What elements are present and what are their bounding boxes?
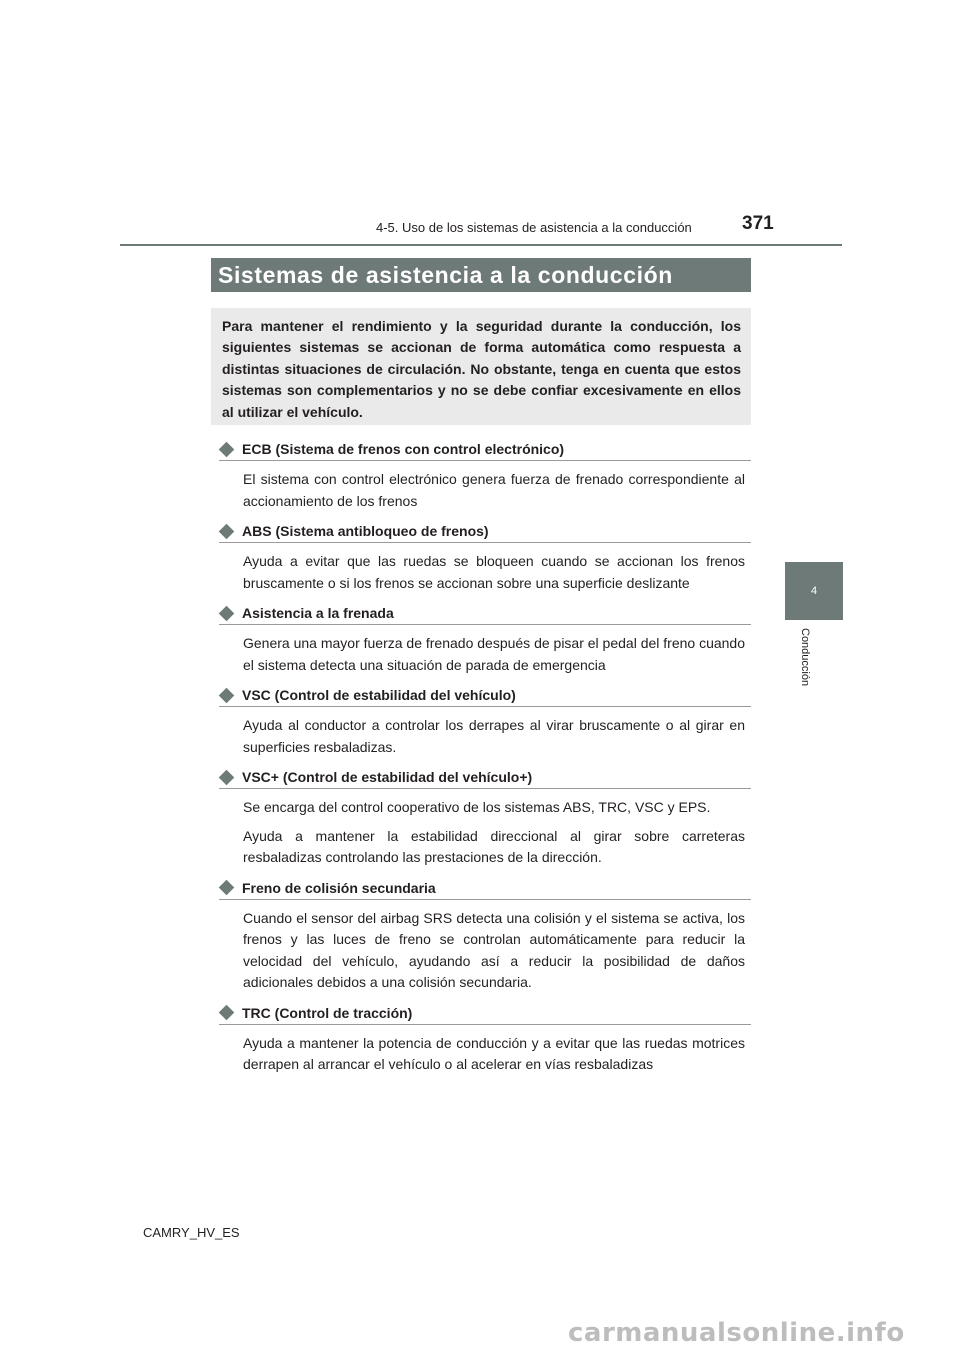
diamond-bullet-icon	[219, 523, 235, 539]
diamond-bullet-icon	[219, 769, 235, 785]
system-list	[219, 438, 751, 1084]
system-description	[219, 633, 751, 676]
header-section-title: 4-5. Uso de los sistemas de asistencia a la conducción	[376, 220, 692, 235]
description-paragraph: Ayuda a evitar que las ruedas se bloqueen cuando se accionan los frenos bruscamente o si los frenos se accionan sobre una superficie deslizante	[243, 553, 745, 591]
system-heading	[219, 766, 751, 789]
system-heading-text: VSC (Control de estabilidad del vehículo)	[242, 687, 516, 703]
chapter-label: Conducción	[799, 628, 811, 687]
system-description	[219, 908, 751, 994]
diamond-bullet-icon	[219, 441, 235, 457]
diamond-bullet-icon	[219, 1005, 235, 1021]
system-heading-text: Asistencia a la frenada	[242, 605, 394, 621]
description-paragraph: Ayuda al conductor a controlar los derrapes al virar bruscamente o al girar en superficies resbaladizas.	[243, 717, 745, 755]
system-heading	[219, 684, 751, 707]
description-paragraph: El sistema con control electrónico genera fuerza de frenado correspondiente al accionamiento de los frenos	[243, 471, 745, 509]
system-description	[219, 551, 751, 594]
system-heading	[219, 602, 751, 625]
system-heading	[219, 1002, 751, 1025]
system-heading	[219, 520, 751, 543]
system-heading-text: ECB (Sistema de frenos con control electrónico)	[242, 441, 565, 457]
chapter-number: 4	[810, 585, 818, 597]
footer-code: CAMRY_HV_ES	[143, 1225, 240, 1240]
description-paragraph: Ayuda a mantener la potencia de conducción y a evitar que las ruedas motrices derrapen al arrancar el vehículo o al acelerar en vías resbaladizas	[243, 1034, 745, 1072]
system-heading-text: VSC+ (Control de estabilidad del vehículo+)	[242, 769, 533, 785]
system-description	[219, 797, 751, 869]
system-heading-text: Freno de colisión secundaria	[242, 879, 436, 896]
diamond-bullet-icon	[219, 605, 235, 621]
header-divider	[120, 244, 842, 246]
chapter-tab	[785, 562, 843, 620]
description-paragraph: Cuando el sensor del airbag SRS detecta una colisión y el sistema se activa, los frenos y las luces de freno se controlan automáticamente para reducir la velocidad del vehículo, ayudando así a reducir la posibilidad de daños adicionales debidos a una colisión secundaria.	[243, 909, 745, 990]
system-heading-text: ABS (Sistema antibloqueo de frenos)	[242, 523, 489, 539]
system-heading-text: TRC (Control de tracción)	[242, 1004, 413, 1021]
system-description	[219, 1033, 751, 1076]
page-title: Sistemas de asistencia a la conducción	[211, 258, 751, 292]
intro-box: Para mantener el rendimiento y la seguridad durante la conducción, los siguientes sistemas se accionan de forma automática como respuesta a distintas situaciones de circulación. No obstante, tenga en cuenta que estos sistemas son complementarios y no se debe confiar excesivamente en ellos al utilizar el vehículo.	[211, 308, 751, 425]
description-paragraph: Genera una mayor fuerza de frenado después de pisar el pedal del freno cuando el sistema detecta una situación de parada de emergencia	[243, 635, 746, 673]
diamond-bullet-icon	[219, 687, 235, 703]
page-number: 371	[742, 213, 774, 234]
watermark: carmanualsonline.info	[568, 1318, 905, 1348]
description-paragraph: Se encarga del control cooperativo de los sistemas ABS, TRC, VSC y EPS.	[243, 799, 711, 815]
system-heading	[219, 438, 751, 461]
diamond-bullet-icon	[219, 880, 235, 896]
system-description	[219, 715, 751, 758]
system-heading	[219, 877, 751, 900]
description-paragraph: Ayuda a mantener la estabilidad direccional al girar sobre carreteras resbaladizas controlando las prestaciones de la dirección.	[243, 827, 745, 865]
system-description	[219, 469, 751, 512]
